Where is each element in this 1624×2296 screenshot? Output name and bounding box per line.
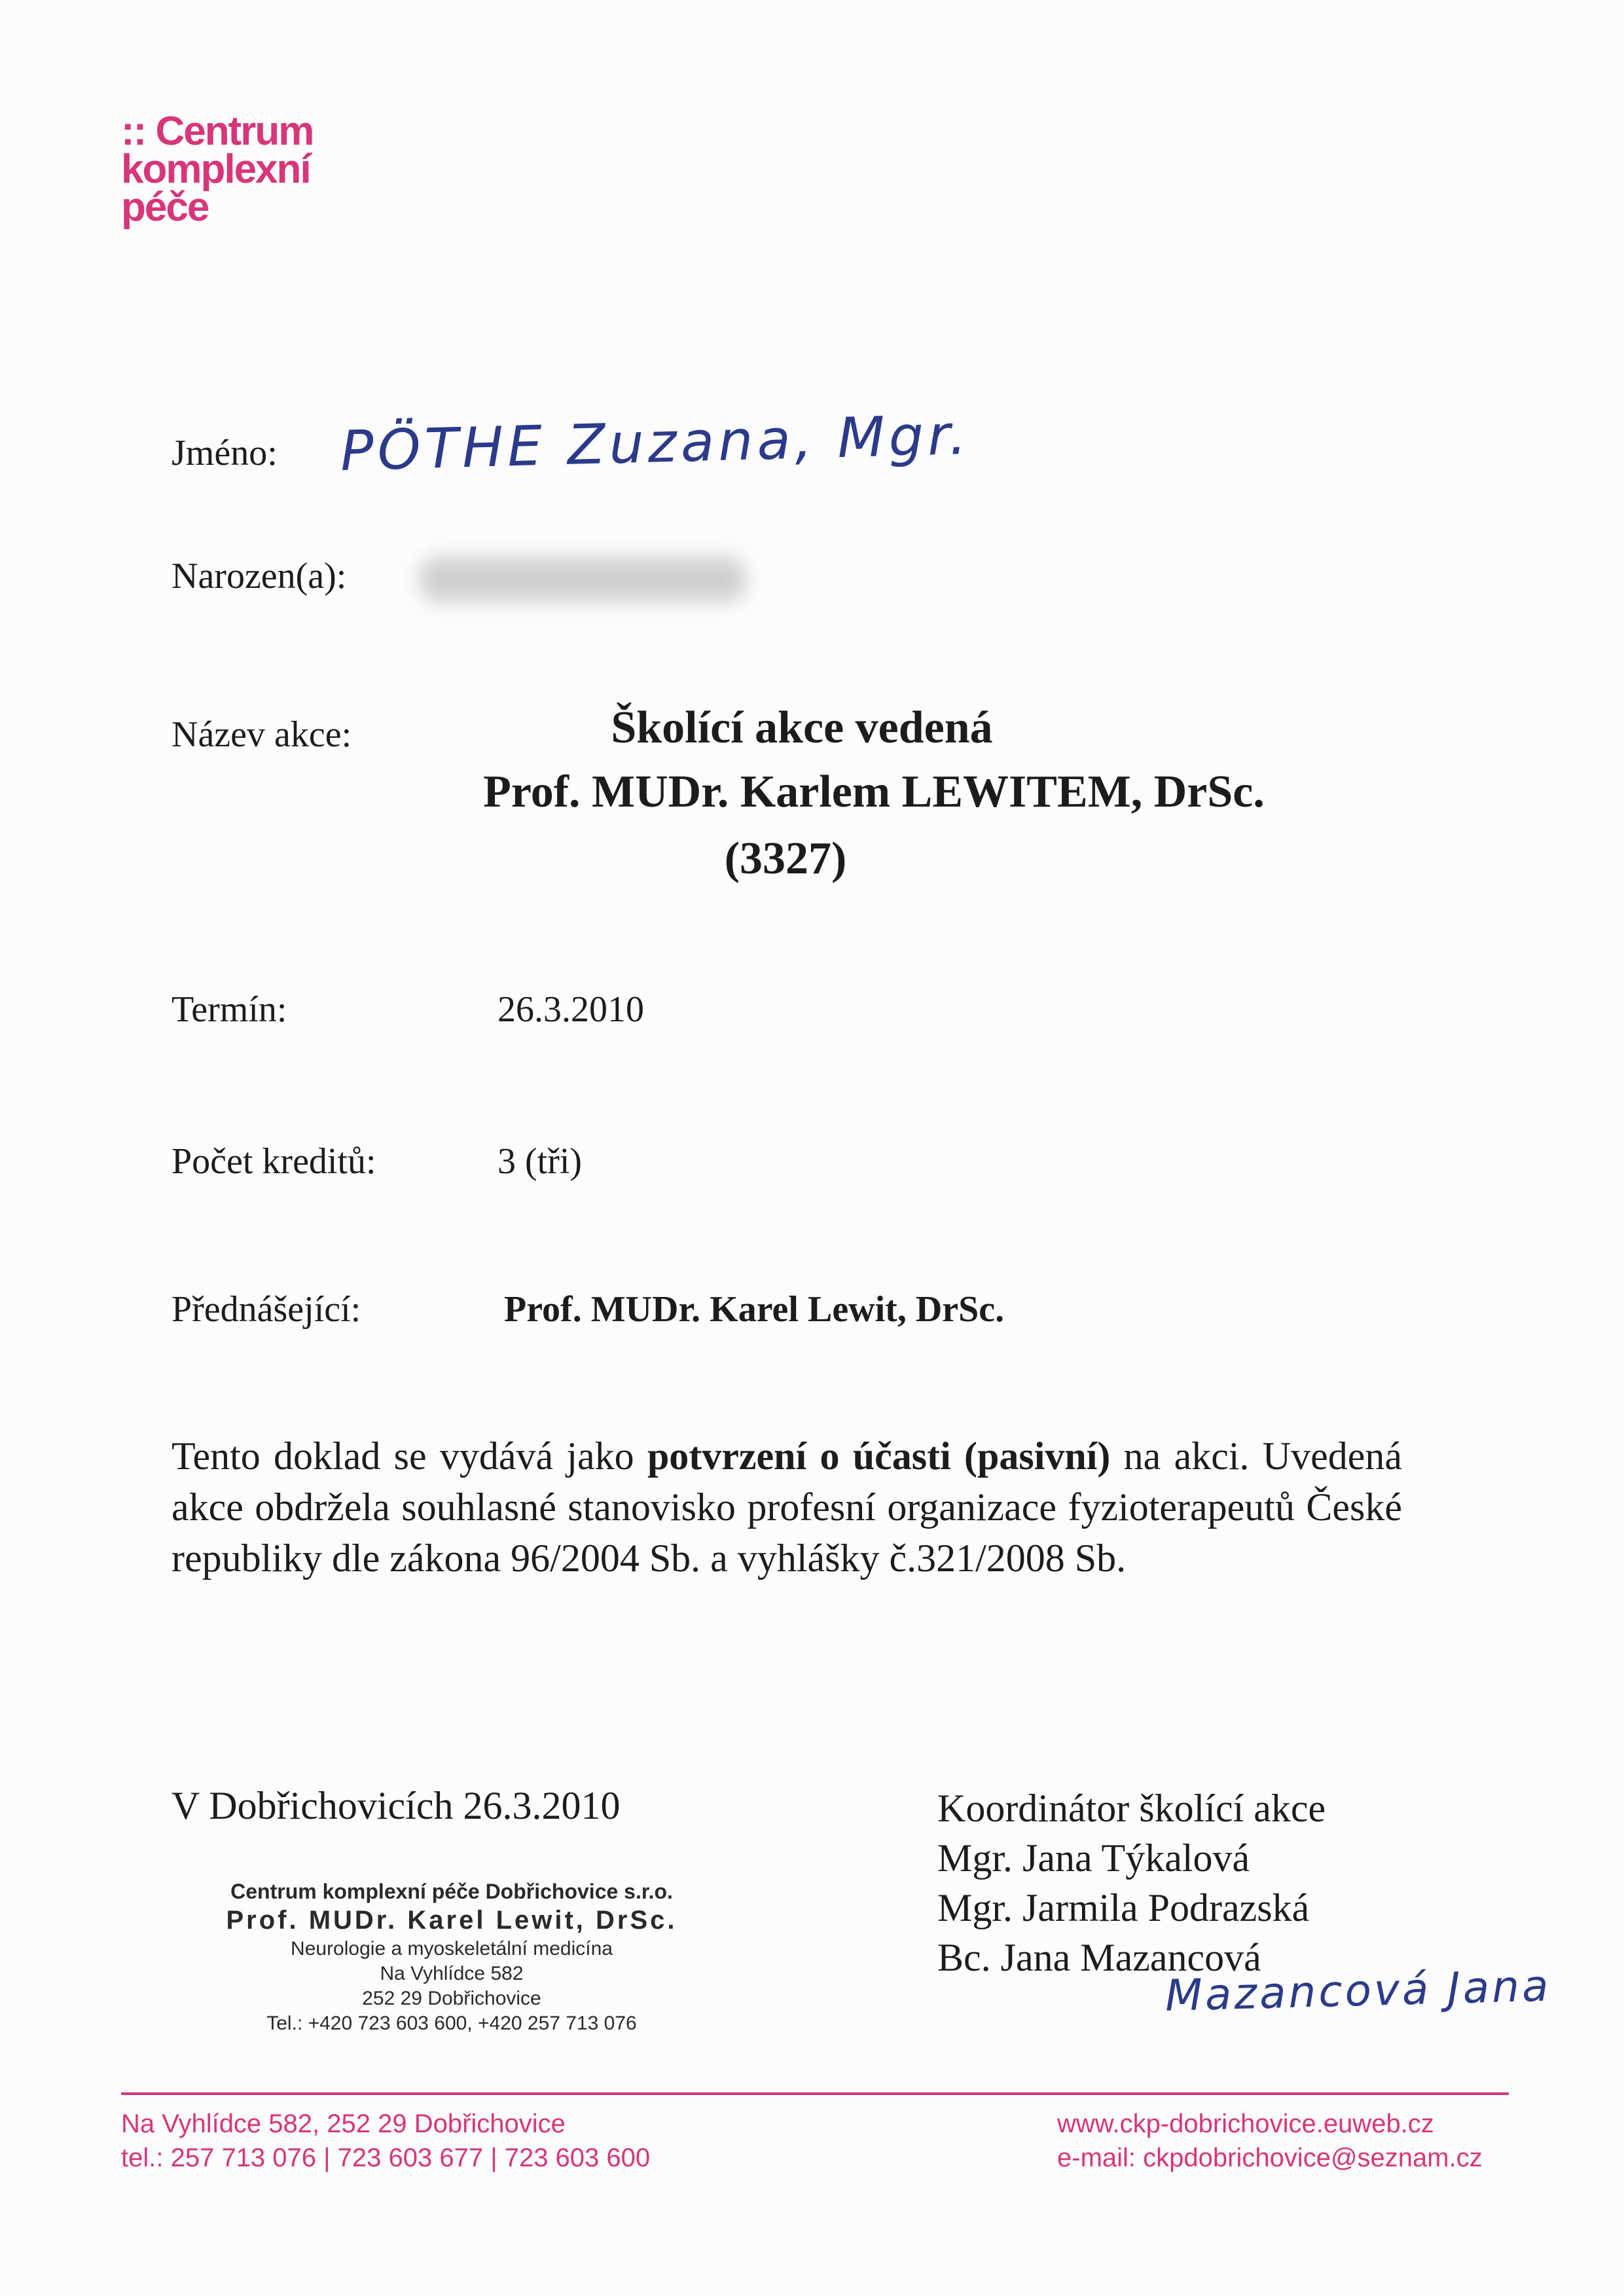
stamp-line-1: Centrum komplexní péče Dobřichovice s.r.o. (230, 1880, 673, 1903)
stamp-line-2: Prof. MUDr. Karel Lewit, DrSc. (226, 1906, 677, 1935)
event-label: Název akce: (171, 714, 352, 755)
footer-email: e-mail: ckpdobrichovice@seznam.cz (1057, 2143, 1483, 2172)
footer-address: Na Vyhlídce 582, 252 29 Dobřichovice (121, 2109, 566, 2138)
paragraph-bold: potvrzení o účasti (pasivní) (647, 1434, 1111, 1478)
paragraph-part-2: na akci. Uvedená akce obdržela souhlasné stanovisko profesní organizace fyzioterapeutů České republiky dle zákona 96/2004 Sb. a vyhlášky č.321/2008 Sb. (171, 1434, 1402, 1580)
logo-line-1: :: Centrum (121, 109, 314, 154)
company-stamp (196, 1879, 707, 2036)
logo-line-3: péče (121, 185, 209, 230)
credits-value: 3 (tři) (497, 1141, 583, 1182)
footer-web: www.ckp-dobrichovice.euweb.cz (1057, 2109, 1434, 2138)
footer-phones: tel.: 257 713 076 | 723 603 677 | 723 603 600 (121, 2143, 651, 2172)
date-label: Termín: (171, 989, 287, 1030)
stamp-line-3: Neurologie a myoskeletální medicína (291, 1938, 613, 1959)
coordinator-2: Mgr. Jarmila Podrazská (937, 1886, 1310, 1929)
name-value-handwritten: PÖTHE Zuzana, Mgr. (339, 402, 971, 483)
event-code: (3327) (724, 833, 847, 884)
date-value: 26.3.2010 (497, 989, 644, 1030)
stamp-line-6: Tel.: +420 723 603 600, +420 257 713 076 (266, 2013, 637, 2034)
born-label: Narozen(a): (171, 556, 347, 596)
coordinator-1: Mgr. Jana Týkalová (937, 1836, 1250, 1880)
event-title-line-1: Školící akce vedená (611, 702, 993, 753)
place-date: V Dobřichovicích 26.3.2010 (171, 1784, 621, 1827)
company-logo (121, 109, 314, 230)
credits-label: Počet kreditů: (171, 1141, 376, 1182)
paragraph-part-1: Tento doklad se vydává jako (171, 1434, 647, 1478)
lecturer-label: Přednášející: (171, 1289, 361, 1330)
coordinator-title: Koordinátor školící akce (937, 1787, 1326, 1830)
coordinator-3: Bc. Jana Mazancová (937, 1936, 1261, 1979)
event-title-line-2: Prof. MUDr. Karlem LEWITEM, DrSc. (483, 767, 1265, 817)
handwritten-signature: Mazancová Jana (1164, 1960, 1552, 2021)
stamp-line-4: Na Vyhlídce 582 (380, 1963, 524, 1984)
stamp-line-5: 252 29 Dobřichovice (362, 1988, 541, 2009)
lecturer-value: Prof. MUDr. Karel Lewit, DrSc. (504, 1289, 1005, 1330)
footer-divider (121, 2092, 1509, 2095)
name-label: Jméno: (171, 433, 278, 473)
redacted-birthdate (419, 556, 746, 602)
logo-line-2: komplexní (121, 147, 310, 192)
confirmation-paragraph (171, 1430, 1402, 1584)
